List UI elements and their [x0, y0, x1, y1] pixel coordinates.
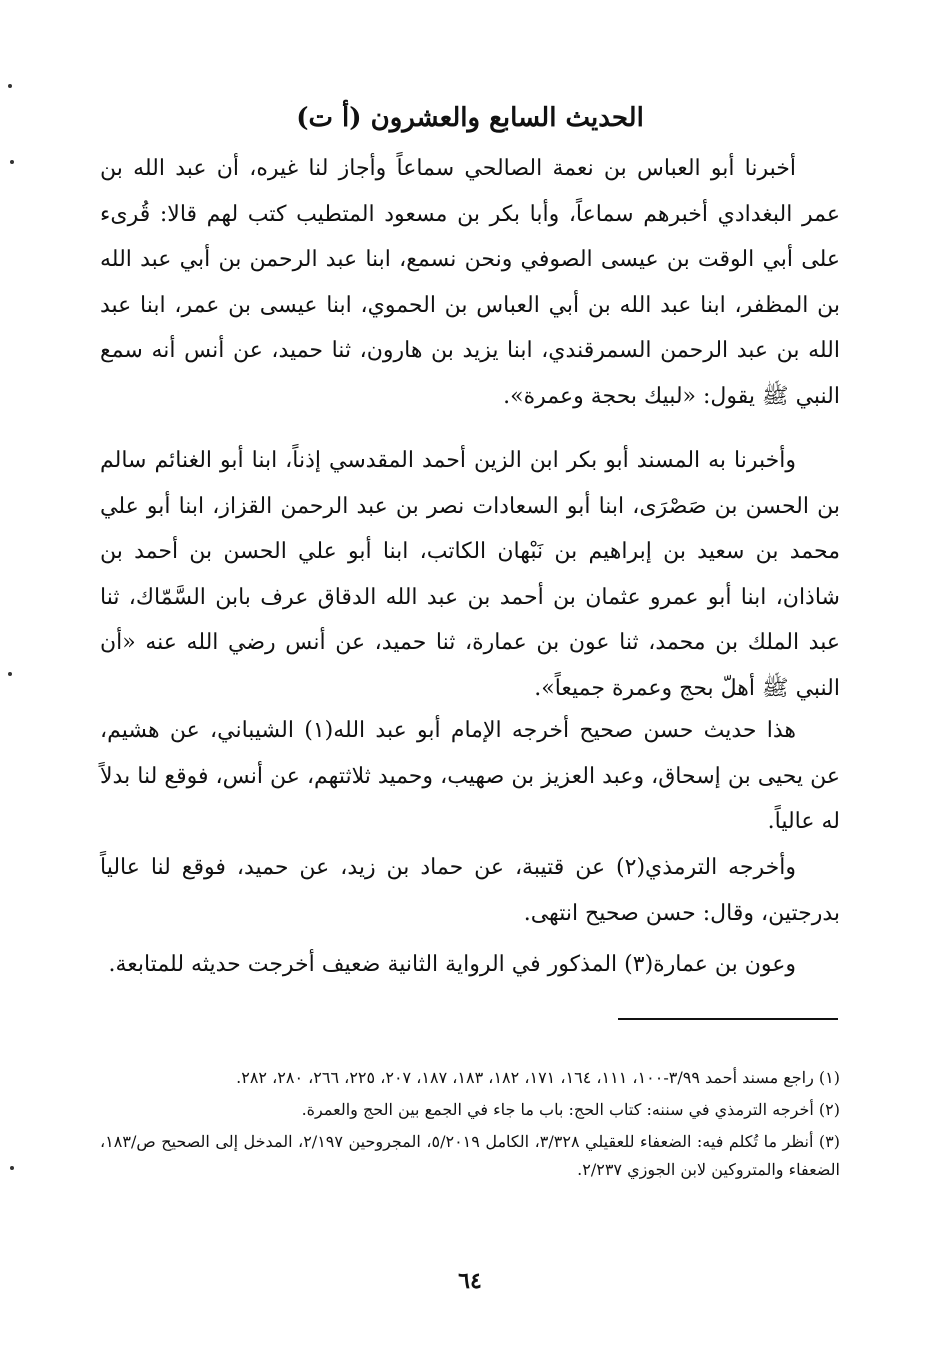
footnote-1: (١) راجع مسند أحمد ٣/٩٩-١٠٠، ١١١، ١٦٤، ١٧١، ١٨٢، ١٨٣، ١٨٧، ٢٠٧، ٢٢٥، ٢٦٦، ٢٨٠، ٢٨٢.	[236, 1068, 840, 1087]
paragraph-narrator-note: وعون بن عمارة(٣) المذكور في الرواية الثانية ضعيف أخرجت حديثه للمتابعة.	[108, 952, 796, 977]
paragraph-second-chain: وأخبرنا به المسند أبو بكر ابن الزين أحمد المقدسي إذناً، ابنا أبو الغنائم سالم بن الحسن بن صَصْرَى، ابنا أبو السعادات نصر بن عبد الرحمن القزاز، ابنا أبو علي محمد بن سعيد بن إبراهيم بن نَبْهان الكاتب، ابنا أبو علي الحسن بن أحمد بن شاذان، ابنا أبو عمرو عثمان بن أحمد بن عبد الله الدقاق عرف بابن السَّمّاك، ثنا عبد الملك بن محمد، ثنا عون بن عمارة، ثنا حميد، عن أنس رضي الله عنه «أن النبي ﷺ أهلّ بحج وعمرة جميعاً».	[100, 448, 840, 701]
footnote-separator	[618, 1018, 838, 1020]
page-number: ٦٤	[458, 1268, 482, 1294]
paragraph-grading: هذا حديث حسن صحيح أخرجه الإمام أبو عبد الله(١) الشيباني، عن هشيم، عن يحيى بن إسحاق، وعبد العزيز بن صهيب، وحميد ثلاثتهم، عن أنس، فوقع لنا بدلاً له عالياً.	[100, 718, 840, 834]
paragraph-tirmidhi: وأخرجه الترمذي(٢) عن قتيبة، عن حماد بن زيد، عن حميد، فوقع لنا عالياً بدرجتين، وقال: حسن صحيح انتهى.	[100, 855, 840, 926]
footnote-2: (٢) أخرجه الترمذي في سننه: كتاب الحج: باب ما جاء في الجمع بين الحج والعمرة.	[301, 1100, 840, 1119]
footnotes	[100, 1064, 840, 1188]
scan-speck	[10, 1166, 14, 1170]
scan-speck	[8, 84, 12, 88]
scan-speck	[8, 672, 12, 676]
hadith-title: الحديث السابع والعشرون (أ ت)	[296, 103, 644, 133]
footnote-3: (٣) أنظر ما تُكلم فيه: الضعفاء للعقيلي ٣/٣٢٨، الكامل ٥/٢٠١٩، المجروحين ٢/١٩٧، المدخل إلى الصحيح ص/١٨٣، الضعفاء والمتروكين لابن الجوزي ٢/٢٣٧.	[100, 1132, 840, 1179]
paragraph-first-chain: أخبرنا أبو العباس بن نعمة الصالحي سماعاً وأجاز لنا غيره، أن عبد الله بن عمر البغدادي أخبرهم سماعاً، وأبا بكر بن مسعود المتطيب كتب لهم قالا: قُرىء على أبي الوقت بن عيسى الصوفي ونحن نسمع، ابنا عبد الرحمن بن أبي عبد الله بن المظفر، ابنا عبد الله بن أبي العباس بن الحموي، ابنا عيسى بن عمر، ابنا عبد الله بن عبد الرحمن السمرقندي، ابنا يزيد بن هارون، ثنا حميد، عن أنس أنه سمع النبي ﷺ يقول: «لبيك بحجة وعمرة».	[100, 156, 840, 409]
scan-speck	[10, 160, 14, 164]
